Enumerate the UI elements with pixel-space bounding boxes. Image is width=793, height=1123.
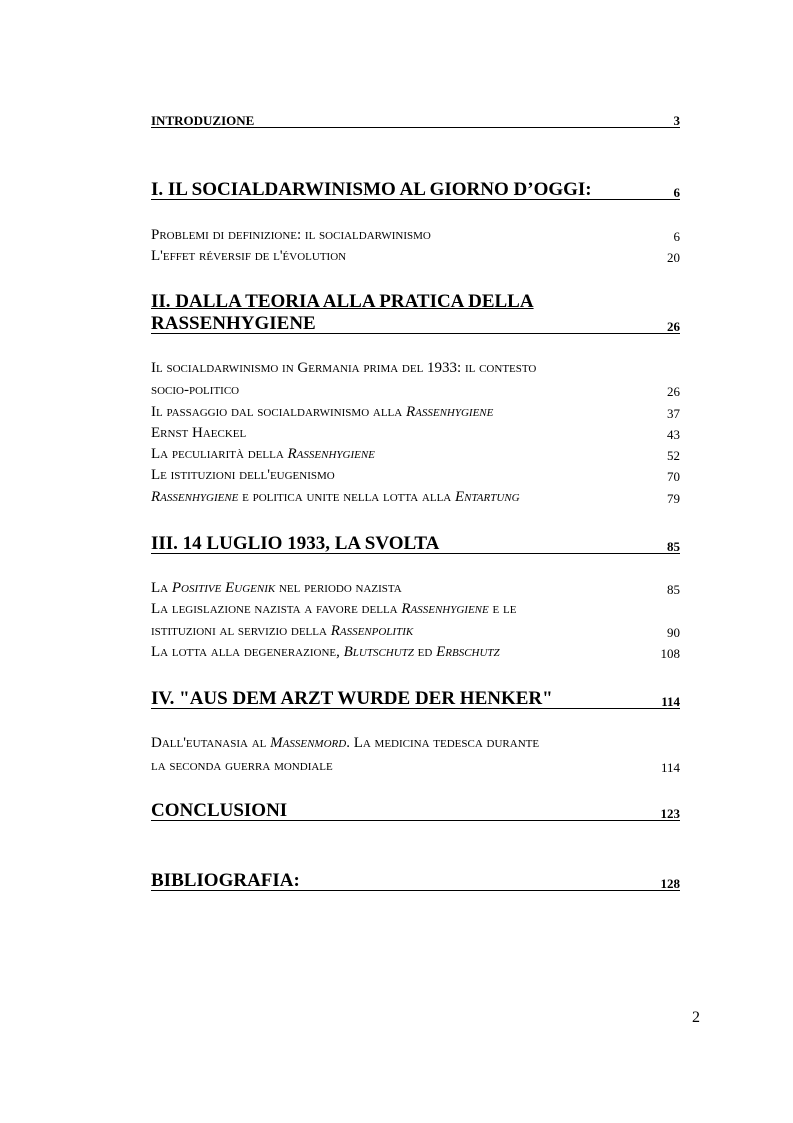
subentry-label: socio-politico (151, 382, 240, 398)
subentry-label: La lotta alla degenerazione, Blutschutz ed Erbschutz (151, 644, 500, 660)
toc-subentry[interactable] (151, 426, 680, 441)
subentry-label: L'effet réversif de l'évolution (151, 248, 347, 264)
toc-subentry-line1: La legislazione nazista a favore della Rassenhygiene e le (151, 601, 517, 617)
toc-chapter-1[interactable] (151, 180, 680, 200)
chapter-title: BIBLIOGRAFIA: (151, 870, 300, 891)
chapter-page: 123 (660, 806, 680, 821)
subentry-label: Rassenhygiene e politica unite nella lotta alla Entartung (151, 489, 520, 505)
chapter-title: IV. "AUS DEM ARZT WURDE DER HENKER" (151, 688, 553, 709)
chapter-page: 128 (660, 876, 680, 891)
toc-subentry[interactable] (151, 624, 680, 639)
subentry-label: La Positive Eugenik nel periodo nazista (151, 580, 402, 596)
toc-subentry[interactable] (151, 759, 680, 774)
chapter-page: 26 (667, 319, 680, 334)
toc-subentry[interactable] (151, 383, 680, 398)
subentry-page: 52 (667, 448, 680, 463)
chapter-title: III. 14 LUGLIO 1933, LA SVOLTA (151, 533, 440, 554)
subentry-page: 114 (660, 760, 680, 775)
subentry-page: 43 (667, 427, 680, 442)
subentry-page: 6 (673, 229, 680, 244)
subentry-label: Problemi di definizione: il socialdarwinismo (151, 227, 431, 243)
chapter-title: CONCLUSIONI (151, 800, 288, 821)
page-number: 2 (692, 1009, 700, 1026)
toc-entry-introduzione[interactable] (151, 114, 680, 128)
chapter-page: 85 (667, 539, 680, 554)
toc-subentry[interactable] (151, 228, 680, 243)
chapter-page: 114 (661, 694, 680, 709)
subentry-page: 108 (660, 646, 680, 661)
subentry-page: 90 (667, 625, 680, 640)
subentry-label: istituzioni al servizio della Rassenpolitik (151, 623, 414, 639)
toc-chapter-4[interactable] (151, 689, 680, 709)
chapter-page: 6 (673, 185, 680, 200)
toc-subentry[interactable] (151, 249, 680, 264)
chapter-title: I. IL SOCIALDARWINISMO AL GIORNO D’OGGI: (151, 179, 592, 200)
toc-subentry-line1: Dall'eutanasia al Massenmord. La medicina tedesca durante (151, 735, 540, 751)
subentry-label: La peculiarità della Rassenhygiene (151, 446, 375, 462)
subentry-label: la seconda guerra mondiale (151, 758, 333, 774)
subentry-label: Ernst Haeckel (151, 425, 247, 441)
toc-subentry[interactable] (151, 447, 680, 462)
toc-chapter-2-title-line1: II. DALLA TEORIA ALLA PRATICA DELLA (151, 291, 534, 312)
toc-entry-conclusioni[interactable] (151, 801, 680, 821)
subentry-page: 37 (667, 406, 680, 421)
toc-entry-page: 3 (673, 113, 680, 128)
toc-chapter-2[interactable] (151, 314, 680, 334)
subentry-label: Il passaggio dal socialdarwinismo alla Rassenhygiene (151, 404, 494, 420)
subentry-page: 20 (667, 250, 680, 265)
subentry-page: 79 (667, 491, 680, 506)
toc-subentry[interactable] (151, 581, 680, 596)
toc-subentry[interactable] (151, 468, 680, 483)
subentry-page: 70 (667, 469, 680, 484)
subentry-page: 85 (667, 582, 680, 597)
toc-subentry[interactable] (151, 405, 680, 420)
toc-subentry[interactable] (151, 645, 680, 660)
toc-entry-label: INTRODUZIONE (151, 113, 255, 128)
toc-subentry[interactable] (151, 490, 680, 505)
toc-subentry-line1: Il socialdarwinismo in Germania prima del 1933: il contesto (151, 360, 537, 376)
chapter-title: RASSENHYGIENE (151, 313, 316, 334)
subentry-page: 26 (667, 384, 680, 399)
toc-entry-bibliografia[interactable] (151, 871, 680, 891)
toc-chapter-3[interactable] (151, 534, 680, 554)
subentry-label: Le istituzioni dell'eugenismo (151, 467, 335, 483)
